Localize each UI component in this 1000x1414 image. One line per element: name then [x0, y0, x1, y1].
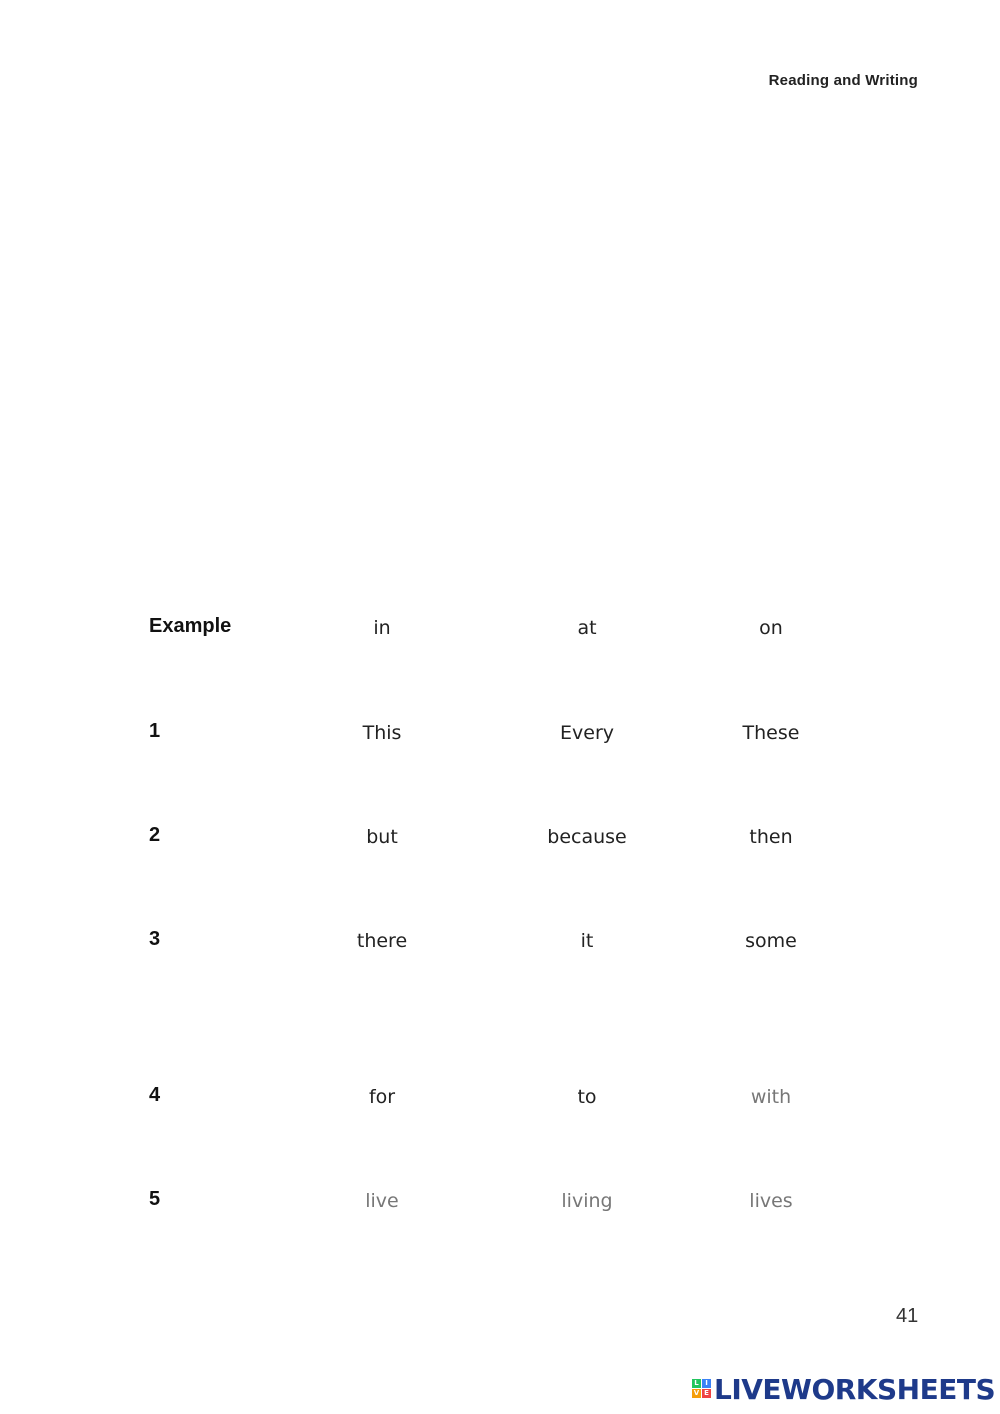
option-b[interactable]: Every [560, 722, 614, 744]
logo-letter: V [693, 1389, 700, 1397]
option-a[interactable]: but [366, 826, 398, 848]
question-row-2 [0, 824, 1000, 864]
page-number: 41 [896, 1305, 919, 1327]
option-b[interactable]: because [547, 826, 627, 848]
question-row-4 [0, 1084, 1000, 1124]
option-a[interactable]: live [365, 1190, 399, 1212]
question-row-3 [0, 928, 1000, 968]
liveworksheets-wordmark: LIVEWORKSHEETS [714, 1372, 996, 1406]
question-row-5 [0, 1188, 1000, 1228]
row-label: Example [149, 615, 232, 637]
option-c[interactable]: on [759, 617, 783, 639]
page-header-title: Reading and Writing [768, 72, 918, 89]
option-c[interactable]: with [750, 1086, 792, 1108]
row-label: 2 [149, 824, 161, 846]
row-label: 4 [149, 1084, 161, 1106]
option-c[interactable]: These [742, 722, 800, 744]
option-c[interactable]: lives [749, 1190, 793, 1212]
row-label: 5 [149, 1188, 161, 1210]
option-a[interactable]: in [373, 617, 391, 639]
row-label: 3 [149, 928, 161, 950]
row-label: 1 [149, 720, 161, 742]
question-row-1 [0, 720, 1000, 760]
logo-letter: I [702, 1379, 711, 1388]
logo-letter: L [692, 1379, 701, 1388]
option-b[interactable]: to [577, 1086, 597, 1108]
option-c[interactable]: then [749, 826, 793, 848]
option-a[interactable]: there [356, 930, 408, 952]
liveworksheets-logo [692, 1372, 995, 1406]
option-b[interactable]: living [561, 1190, 613, 1212]
option-a[interactable]: This [362, 722, 402, 744]
option-b[interactable]: at [577, 617, 597, 639]
liveworksheets-icon [692, 1379, 712, 1399]
option-c[interactable]: some [745, 930, 797, 952]
logo-letter: E [702, 1389, 711, 1398]
option-a[interactable]: for [368, 1086, 396, 1108]
option-b[interactable]: it [580, 930, 594, 952]
example-row [0, 615, 1000, 655]
